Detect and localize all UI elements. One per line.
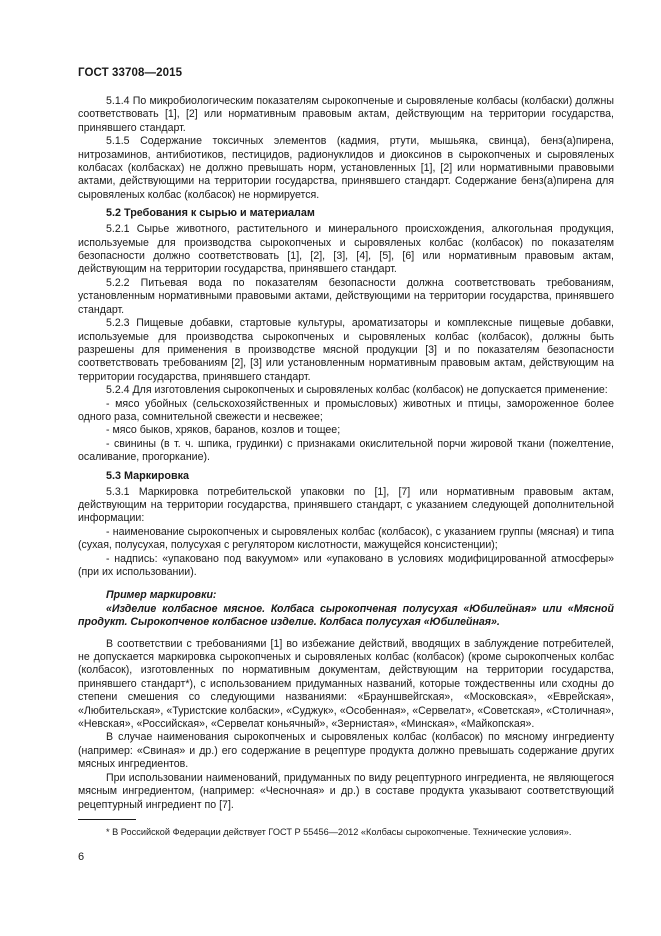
paragraph-5-1-5: 5.1.5 Содержание токсичных элементов (кадмия, ртути, мышьяка, свинца), бенз(а)пирена, нитрозаминов, антибиотиков, пестицидов, радионуклидов и диоксинов в сырокопченых и сыровяленых колбасах (колбасках) не должно превышать норм, установленных [1], [2] или нормативными правовыми актами, действующими на территории государства, принявшего стандарт. Содержание бенз(а)пирена для сыровяленых колбас (колбасок) не нормируется.: [78, 135, 614, 201]
list-item: - надпись: «упаковано под вакуумом» или «упаковано в условиях модифицированной атмосферы» (при их использовании).: [78, 552, 614, 578]
paragraph-5-2-2: 5.2.2 Питьевая вода по показателям безопасности должна соответствовать требованиям, установленным нормативными правовыми актами, действующими на территории государства, принявшего стандарт.: [78, 276, 614, 316]
paragraph-5-2-3: 5.2.3 Пищевые добавки, стартовые культуры, ароматизаторы и комплексные пищевые добавки, используемые для производства сырокопченых и сыровяленых колбас (колбасок), должны быть разрешены для применения в производстве мясной продукции [3] и по показателям безопасности соответствовать требованиям [2], [3] или установленным нормативным правовым актам, действующим на территории государства, принявшего стандарт.: [78, 317, 614, 383]
list-item: - наименование сырокопченых и сыровяленых колбас (колбасок), с указанием группы (мясная) и типа (сухая, полусухая, полусухая с регулятором кислотности, мажущейся консистенции);: [78, 525, 614, 552]
section-heading-5-3: 5.3 Маркировка: [106, 469, 190, 482]
paragraph-5-2-4: 5.2.4 Для изготовления сырокопченых и сыровяленых колбас (колбасок) не допускается применение:: [106, 384, 608, 397]
example-title: Пример маркировки:: [106, 589, 217, 602]
document-header: ГОСТ 33708—2015: [78, 67, 183, 79]
list-item: - мясо быков, хряков, баранов, козлов и тощее;: [106, 424, 341, 437]
footnote: * В Российской Федерации действует ГОСТ Р 55456—2012 «Колбасы сырокопченые. Технические условия».: [106, 827, 572, 837]
section-heading-5-2: 5.2 Требования к сырью и материалам: [106, 207, 315, 220]
paragraph-5-2-1: 5.2.1 Сырье животного, растительного и минерального происхождения, алкогольная продукция, используемые для производства сырокопченых и сыровяленых колбас (колбасок) по показателям безопасности должно соответствовать [1], [2], [3], [4], [5], [6] или нормативным правовым актам, действующим на территории государства, принявшего стандарт.: [78, 223, 614, 276]
footnote-divider: [78, 819, 136, 820]
example-text: «Изделие колбасное мясное. Колбаса сырокопченая полусухая «Юбилейная» или «Мясной продукт. Сырокопченое колбасное изделие. Колбаса полусухая «Юбилейная».: [78, 602, 614, 629]
paragraph-5-3-1: 5.3.1 Маркировка потребительской упаковки по [1], [7] или нормативным правовым актам, действующим на территории государства, принявшего стандарт, с указанием следующей дополнительной информации:: [78, 485, 614, 525]
paragraph-meat-ingredient: В случае наименования сырокопченых и сыровяленых колбас (колбасок) по мясному ингредиенту (например: «Свиная» и др.) его содержание в рецептуре продукта должно превышать содержание других мясных ингредиентов.: [78, 731, 614, 771]
paragraph-names: В соответствии с требованиями [1] во избежание действий, вводящих в заблуждение потребителей, не допускается маркировка сырокопченых и сыровяленых колбас (колбасок) (кроме сырокопченых колбас (колбасок), изготовленных по нормативным документам, действующим на территории государства, принявшего стандарт*), с использованием придуманных названий, которые тождественны или сходны до степени смешения со следующими названиями: «Брауншвейгская», «Московская», «Еврейская», «Любительская», «Туристские колбаски», «Суджук», «Особенная», «Сервелат», «Советская», «Столичная», «Невская», «Российская», «Сервелат коньячный», «Зернистая», «Минская», «Майкопская».: [78, 637, 614, 731]
list-item: - мясо убойных (сельскохозяйственных и промысловых) животных и птицы, замороженное более одного раза, сомнительной свежести и несвежее;: [78, 397, 614, 423]
list-item: - свинины (в т. ч. шпика, грудинки) с признаками окислительной порчи жировой ткани (пожелтение, осаливание, прогоркание).: [78, 437, 614, 464]
document-body: [78, 95, 614, 812]
paragraph-recipe-ingredient: При использовании наименований, придуманных по виду рецептурного ингредиента, не являющегося мясным ингредиентом, (например: «Чесночная» и др.) в составе продукта указывают соответствующий рецептурный ингредиент по [7].: [78, 771, 614, 811]
paragraph-5-1-4: 5.1.4 По микробиологическим показателям сырокопченые и сыровяленые колбасы (колбаски) должны соответствовать [1], [2] или нормативным правовым актам, действующим на территории государства, принявшего стандарт.: [78, 95, 614, 134]
page-number: 6: [78, 851, 85, 863]
